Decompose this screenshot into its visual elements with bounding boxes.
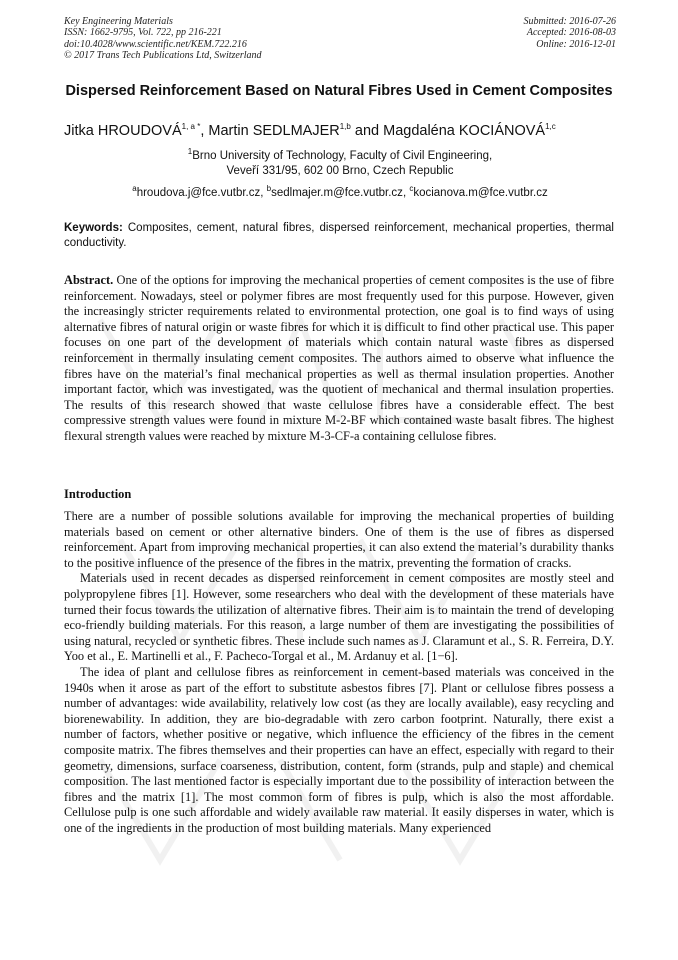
email-link[interactable]: hroudova.j@fce.vutbr.cz bbox=[136, 187, 261, 199]
author-affiliation-marker: 1, a * bbox=[181, 122, 201, 132]
email-separator: , bbox=[260, 187, 267, 199]
email-link[interactable]: sedlmajer.m@fce.vutbr.cz bbox=[271, 187, 403, 199]
paper-title: Dispersed Reinforcement Based on Natural Fibres Used in Cement Composites bbox=[65, 83, 613, 99]
paragraph: There are a number of possible solutions available for improving the mechanical properties of building materials based on cement or other alternative binders. One of them is the use of fibres as dispersed reinforcement. Apart from improving mechanical properties, it can also extend the material’s durability thanks to the positive influence of the presence of the fibres in the matrix, preventing the formation of cracks. bbox=[64, 509, 614, 570]
email-marker: c bbox=[409, 184, 414, 194]
introduction-heading: Introduction bbox=[64, 487, 132, 501]
copyright-notice: © 2017 Trans Tech Publications Ltd, Switzerland bbox=[64, 50, 262, 62]
author-name: Magdaléna KOCIÁNOVÁ bbox=[383, 123, 546, 139]
keywords-section bbox=[64, 221, 614, 251]
affiliation-line-1: Brno University of Technology, Faculty of Civil Engineering, bbox=[192, 150, 493, 162]
keywords-text: Composites, cement, natural fibres, dispersed reinforcement, mechanical properties, thermal conductivity. bbox=[64, 222, 614, 249]
submitted-date: Submitted: 2016-07-26 bbox=[523, 16, 616, 27]
email-link[interactable]: kocianova.m@fce.vutbr.cz bbox=[413, 187, 548, 199]
affiliation bbox=[64, 149, 616, 178]
abstract-section bbox=[64, 273, 614, 445]
keywords-label: Keywords: bbox=[64, 222, 123, 234]
journal-info bbox=[64, 16, 262, 62]
journal-name: Key Engineering Materials bbox=[64, 16, 173, 27]
author-list bbox=[64, 122, 616, 140]
introduction-body bbox=[64, 509, 614, 836]
author-emails bbox=[64, 186, 616, 200]
publication-dates bbox=[524, 16, 617, 50]
email-separator: , bbox=[402, 187, 410, 199]
author-affiliation-marker: 1,c bbox=[545, 122, 556, 132]
affiliation-marker: 1 bbox=[187, 147, 193, 157]
author-affiliation-marker: 1,b bbox=[339, 122, 351, 132]
email-marker: a bbox=[132, 184, 137, 194]
paragraph: Materials used in recent decades as dispersed reinforcement in cement composites are mostly steel and polypropylene fibres [1]. However, some researchers who deal with the development of these materials have turned their focus towards the utilization of alternative fibres. Their aim is to maintain the trend of developing eco-friendly building materials. For this reason, a large number of them are investigating the possibilities of using natural, recycled or synthetic fibres. These include such names as J. Claramunt et al., S. R. Ferreira, D.Y. Yoo et al., E. Martinelli et al., F. Pacheco-Torgal et al., M. Ardanuy et al. [1−6]. bbox=[64, 571, 614, 664]
abstract-label: Abstract. bbox=[64, 273, 114, 287]
issn-volume: ISSN: 1662-9795, Vol. 722, pp 216-221 bbox=[64, 27, 222, 39]
affiliation-line-2: Veveří 331/95, 602 00 Brno, Czech Republic bbox=[226, 164, 454, 177]
author-separator: , bbox=[200, 123, 209, 139]
email-marker: b bbox=[266, 184, 272, 194]
online-date: Online: 2016-12-01 bbox=[536, 38, 616, 50]
paragraph: The idea of plant and cellulose fibres as reinforcement in cement-based materials was conceived in the 1940s when it arose as part of the effort to substitute asbestos fibres [7]. Plant or cellulose fibres possess a number of advantages: wide availability, relatively low cost (as they are locally available), easy recycling and biorenewability. In addition, they are bio-degradable with zero carbon footprint. Naturally, there exist a number of factors, whether positive or negative, which influence the efficiency of the fibres in the cement composite matrix. The fibres themselves and their properties can have an effect, especially with regard to their geometry, dimensions, surface coarseness, distribution, content, form (strands, pulp and staple) and chemical composition. The last mentioned factor is especially important due to the possibility of interaction between the fibres and the matrix [1]. The most common form of fibres is pulp, which is also the most affordable. Cellulose pulp is one such affordable and widely available raw material. It easily disperses in water, which is one of the ingredients in the production of most building materials. Many experienced bbox=[64, 664, 614, 835]
author-name: Martin SEDLMAJER bbox=[208, 123, 340, 139]
accepted-date: Accepted: 2016-08-03 bbox=[526, 27, 616, 39]
author-name: Jitka HROUDOVÁ bbox=[64, 123, 182, 139]
author-separator: and bbox=[350, 123, 384, 139]
doi-link[interactable]: doi:10.4028/www.scientific.net/KEM.722.216 bbox=[64, 38, 247, 50]
abstract-text: One of the options for improving the mechanical properties of cement composites is the use of fibre reinforcement. Nowadays, steel or polymer fibres are most frequently used for this purpose. However, given the increasingly stricter requirements related to environmental protection, one goal is to find ways of using alternative fibres of natural origin or waste fibres for which it is difficult to find other practical use. This paper focuses on one part of the development of materials which contain natural waste fibres as dispersed reinforcement in thermally insulating cement composites. The authors aimed to observe what influence the fibres have on the material’s final mechanical properties as well as thermal insulation properties. Another important factor, which was investigated, was the quotient of mechanical and thermal insulation properties. The results of this research showed that waste cellulose fibres have a considerable effect. The best compressive strength values were found in mixture M-2-BF which contained waste basalt fibres. The highest flexural strength values were reached by mixture M-3-CF-a containing cellulose fibres. bbox=[64, 273, 615, 443]
